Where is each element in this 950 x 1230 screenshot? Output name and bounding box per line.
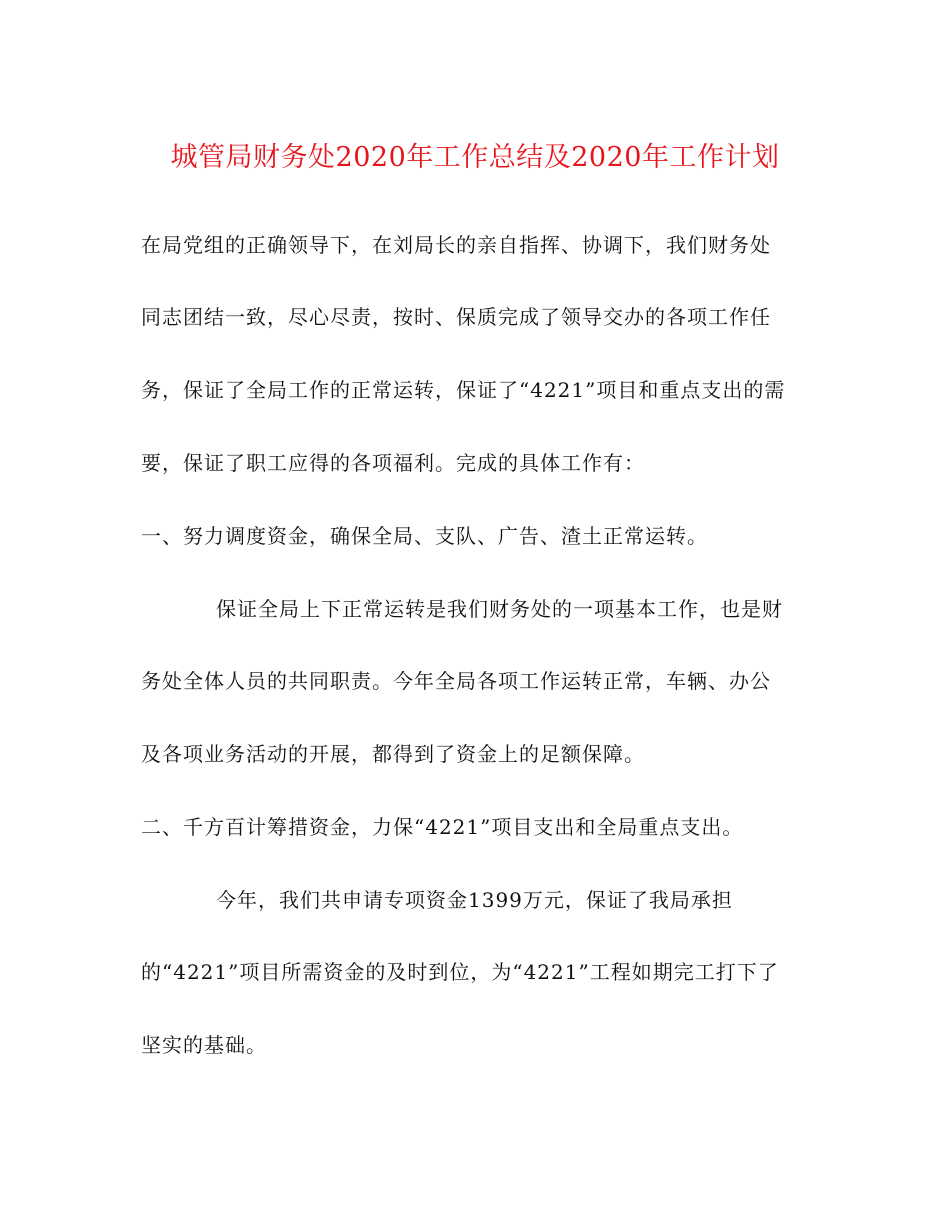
paragraph-line-9: 的“4221”项目所需资金的及时到位，为“4221”工程如期完工打下了: [141, 960, 779, 984]
paragraph-line-6: 务处全体人员的共同职责。今年全局各项工作运转正常，车辆、办公: [141, 669, 771, 693]
section-heading-2: 二、千方百计筹措资金，力保“4221”项目支出和全局重点支出。: [141, 815, 744, 839]
paragraph-line-10: 坚实的基础。: [141, 1033, 267, 1057]
section-heading-1: 一、努力调度资金，确保全局、支队、广告、渣土正常运转。: [141, 524, 708, 548]
paragraph-line-3: 务，保证了全局工作的正常运转，保证了“4221”项目和重点支出的需: [141, 378, 786, 402]
paragraph-line-2: 同志团结一致，尽心尽责，按时、保质完成了领导交办的各项工作任: [141, 305, 771, 329]
document-title: 城管局财务处2020年工作总结及2020年工作计划: [170, 142, 780, 173]
paragraph-line-1: 在局党组的正确领导下，在刘局长的亲自指挥、协调下，我们财务处: [141, 233, 771, 257]
paragraph-line-4: 要，保证了职工应得的各项福利。完成的具体工作有：: [141, 451, 645, 475]
paragraph-line-7: 及各项业务活动的开展，都得到了资金上的足额保障。: [141, 742, 645, 766]
paragraph-line-8: 今年，我们共申请专项资金1399万元，保证了我局承担: [216, 888, 733, 912]
paragraph-line-5: 保证全局上下正常运转是我们财务处的一项基本工作，也是财: [216, 597, 783, 621]
